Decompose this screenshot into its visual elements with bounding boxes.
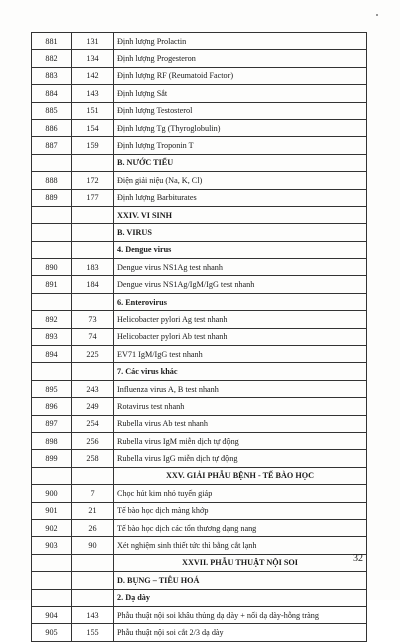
table-row — [32, 450, 367, 467]
empty-cell — [32, 467, 72, 484]
row-name-cell: Rubella virus IgM miễn dịch tự động — [114, 432, 367, 449]
table-row — [32, 172, 367, 189]
empty-cell — [32, 572, 72, 589]
section-title: 4. Dengue virus — [114, 241, 367, 258]
row-code-cell: 151 — [72, 102, 114, 119]
row-code-cell: 177 — [72, 189, 114, 206]
row-index-cell: 897 — [32, 415, 72, 432]
row-index-cell: 883 — [32, 67, 72, 84]
table-row — [32, 537, 367, 554]
row-code-cell: 134 — [72, 50, 114, 67]
table-row — [32, 606, 367, 623]
row-code-cell: 258 — [72, 450, 114, 467]
row-name-cell: Xét nghiệm sinh thiết tức thì bằng cắt lạnh — [114, 537, 367, 554]
row-name-cell: Định lượng Progesteron — [114, 50, 367, 67]
row-name-cell: Định lượng Troponin T — [114, 137, 367, 154]
row-name-cell: Điện giải niệu (Na, K, Cl) — [114, 172, 367, 189]
section-title: 7. Các virus khác — [114, 363, 367, 380]
row-code-cell: 7 — [72, 485, 114, 502]
section-title: 6. Enterovirus — [114, 293, 367, 310]
section-heading-row — [32, 241, 367, 258]
table-row — [32, 276, 367, 293]
row-index-cell: 892 — [32, 311, 72, 328]
scan-speck — [376, 14, 378, 16]
row-index-cell: 905 — [32, 624, 72, 641]
row-code-cell: 256 — [72, 432, 114, 449]
section-heading-row — [32, 589, 367, 606]
empty-cell — [72, 241, 114, 258]
row-index-cell: 882 — [32, 50, 72, 67]
row-name-cell: Định lượng Tg (Thyroglobulin) — [114, 119, 367, 136]
row-name-cell: Helicobacter pylori Ab test nhanh — [114, 328, 367, 345]
section-heading-row — [32, 572, 367, 589]
row-code-cell: 21 — [72, 502, 114, 519]
table-row — [32, 502, 367, 519]
section-title: XXIV. VI SINH — [114, 206, 367, 223]
row-name-cell: EV71 IgM/IgG test nhanh — [114, 346, 367, 363]
empty-cell — [32, 293, 72, 310]
row-index-cell: 900 — [32, 485, 72, 502]
row-index-cell: 885 — [32, 102, 72, 119]
row-code-cell: 159 — [72, 137, 114, 154]
chapter-title: XXV. GIẢI PHẪU BỆNH - TẾ BÀO HỌC — [114, 467, 367, 484]
section-heading-row — [32, 206, 367, 223]
chapter-title: XXVII. PHẪU THUẬT NỘI SOI — [114, 554, 367, 571]
row-index-cell: 901 — [32, 502, 72, 519]
row-code-cell: 26 — [72, 519, 114, 536]
row-name-cell: Phẫu thuật nội soi cắt 2/3 dạ dày — [114, 624, 367, 641]
section-title: D. BỤNG – TIÊU HOÁ — [114, 572, 367, 589]
row-name-cell: Định lượng RF (Reumatoid Factor) — [114, 67, 367, 84]
row-index-cell: 903 — [32, 537, 72, 554]
row-index-cell: 904 — [32, 606, 72, 623]
empty-cell — [32, 554, 72, 571]
chapter-heading-row — [32, 554, 367, 571]
row-code-cell: 155 — [72, 624, 114, 641]
row-index-cell: 894 — [32, 346, 72, 363]
row-index-cell: 896 — [32, 398, 72, 415]
table-row — [32, 485, 367, 502]
row-index-cell: 889 — [32, 189, 72, 206]
table-row — [32, 85, 367, 102]
row-code-cell: 183 — [72, 259, 114, 276]
row-name-cell: Influenza virus A, B test nhanh — [114, 380, 367, 397]
row-code-cell: 243 — [72, 380, 114, 397]
row-name-cell: Dengue virus NS1Ag/IgM/IgG test nhanh — [114, 276, 367, 293]
row-name-cell: Chọc hút kim nhỏ tuyến giáp — [114, 485, 367, 502]
row-name-cell: Helicobacter pylori Ag test nhanh — [114, 311, 367, 328]
row-index-cell: 893 — [32, 328, 72, 345]
row-code-cell: 225 — [72, 346, 114, 363]
empty-cell — [72, 154, 114, 171]
row-index-cell: 884 — [32, 85, 72, 102]
table-row — [32, 189, 367, 206]
row-name-cell: Tế bào học dịch màng khớp — [114, 502, 367, 519]
row-name-cell: Định lượng Prolactin — [114, 33, 367, 50]
table-row — [32, 380, 367, 397]
table-row — [32, 415, 367, 432]
row-index-cell: 886 — [32, 119, 72, 136]
row-index-cell: 887 — [32, 137, 72, 154]
empty-cell — [32, 589, 72, 606]
empty-cell — [72, 293, 114, 310]
chapter-heading-row — [32, 467, 367, 484]
page-number: 32 — [353, 553, 363, 564]
table-row — [32, 519, 367, 536]
service-list-table — [31, 32, 367, 642]
table-row — [32, 346, 367, 363]
row-code-cell: 184 — [72, 276, 114, 293]
row-code-cell: 73 — [72, 311, 114, 328]
section-heading-row — [32, 293, 367, 310]
empty-cell — [72, 572, 114, 589]
section-title: 2. Dạ dày — [114, 589, 367, 606]
section-heading-row — [32, 363, 367, 380]
row-index-cell: 881 — [32, 33, 72, 50]
table-row — [32, 259, 367, 276]
table-row — [32, 328, 367, 345]
row-name-cell: Tế bào học dịch các tổn thương dạng nang — [114, 519, 367, 536]
row-index-cell: 902 — [32, 519, 72, 536]
row-index-cell: 890 — [32, 259, 72, 276]
section-heading-row — [32, 154, 367, 171]
row-name-cell: Rubella virus IgG miễn dịch tự động — [114, 450, 367, 467]
table-row — [32, 432, 367, 449]
row-name-cell: Phẫu thuật nội soi khâu thủng dạ dày + nối dạ dày-hỗng tràng — [114, 606, 367, 623]
row-name-cell: Rubella virus Ab test nhanh — [114, 415, 367, 432]
table-row — [32, 137, 367, 154]
row-index-cell: 899 — [32, 450, 72, 467]
empty-cell — [72, 589, 114, 606]
table-row — [32, 398, 367, 415]
row-index-cell: 895 — [32, 380, 72, 397]
empty-cell — [72, 206, 114, 223]
row-name-cell: Dengue virus NS1Ag test nhanh — [114, 259, 367, 276]
row-name-cell: Định lượng Sắt — [114, 85, 367, 102]
table-body — [32, 33, 367, 642]
empty-cell — [32, 154, 72, 171]
table-row — [32, 311, 367, 328]
row-name-cell: Định lượng Testosterol — [114, 102, 367, 119]
section-title: B. NƯỚC TIỂU — [114, 154, 367, 171]
empty-cell — [72, 224, 114, 241]
row-code-cell: 90 — [72, 537, 114, 554]
row-code-cell: 142 — [72, 67, 114, 84]
row-code-cell: 254 — [72, 415, 114, 432]
empty-cell — [72, 467, 114, 484]
table-row — [32, 102, 367, 119]
table-row — [32, 50, 367, 67]
empty-cell — [32, 206, 72, 223]
row-code-cell: 131 — [72, 33, 114, 50]
row-code-cell: 172 — [72, 172, 114, 189]
table-row — [32, 67, 367, 84]
row-index-cell: 888 — [32, 172, 72, 189]
empty-cell — [32, 224, 72, 241]
table-row — [32, 119, 367, 136]
table-row — [32, 33, 367, 50]
row-code-cell: 143 — [72, 85, 114, 102]
empty-cell — [72, 363, 114, 380]
row-name-cell: Rotavirus test nhanh — [114, 398, 367, 415]
row-code-cell: 154 — [72, 119, 114, 136]
section-title: B. VIRUS — [114, 224, 367, 241]
empty-cell — [32, 363, 72, 380]
row-code-cell: 249 — [72, 398, 114, 415]
row-code-cell: 143 — [72, 606, 114, 623]
empty-cell — [32, 241, 72, 258]
row-index-cell: 898 — [32, 432, 72, 449]
table-row — [32, 624, 367, 641]
row-index-cell: 891 — [32, 276, 72, 293]
row-name-cell: Định lượng Barbiturates — [114, 189, 367, 206]
empty-cell — [72, 554, 114, 571]
row-code-cell: 74 — [72, 328, 114, 345]
section-heading-row — [32, 224, 367, 241]
